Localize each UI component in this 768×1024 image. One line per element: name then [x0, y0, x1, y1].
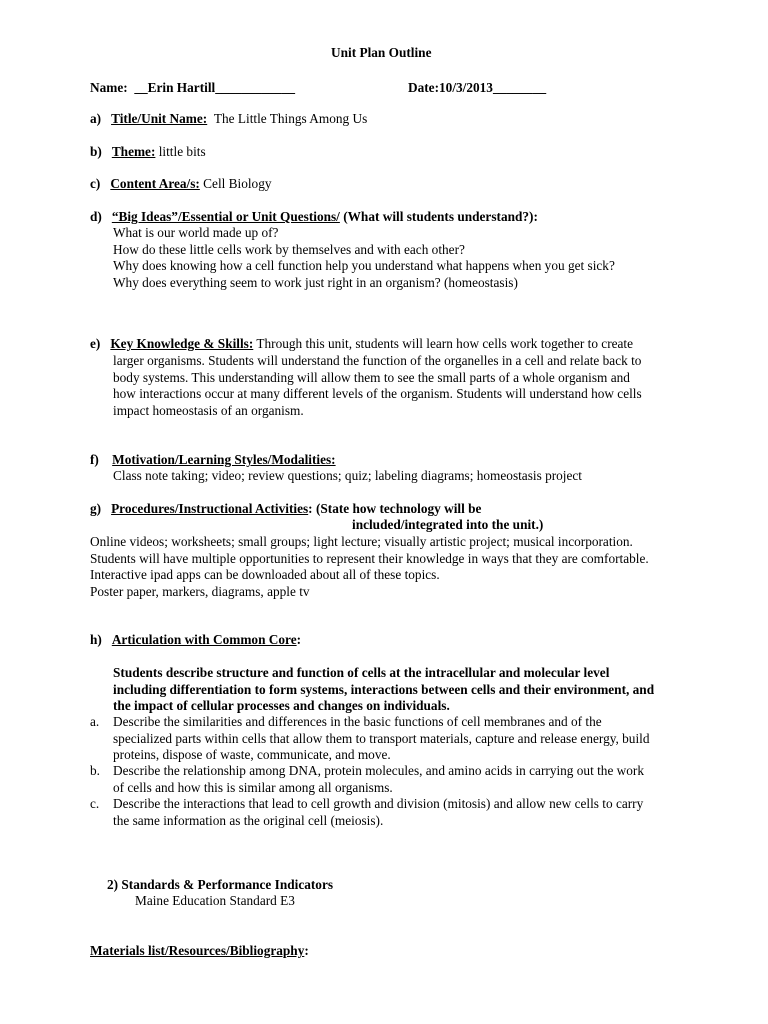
section-b-letter: b) [90, 144, 102, 159]
question-line: What is our world made up of? [113, 225, 279, 240]
section-h-heading-line [90, 632, 301, 649]
section-d-heading: “Big Ideas”/Essential or Unit Questions/ [111, 209, 340, 224]
section-b [90, 144, 206, 161]
body-line: larger organisms. Students will understand the function of the organelles in a cell and relate back to [113, 353, 642, 368]
list-item-c-marker: c. [90, 796, 100, 811]
section-e-heading: Key Knowledge & Skills: [110, 336, 254, 351]
section-c-text: Cell Biology [203, 176, 272, 191]
body-line: body systems. This understanding will allow them to see the small parts of a whole organism and [113, 369, 630, 385]
section-f-text: Class note taking; video; review questions; quiz; labeling diagrams; homeostasis project [113, 468, 582, 483]
list-item-line: of cells and how this is similar among all organisms. [113, 779, 393, 795]
section-a [90, 111, 367, 128]
question-line: How do these little cells work by themselves and with each other? [113, 241, 465, 257]
section-d-heading-suffix: (What will students understand?): [343, 209, 538, 224]
list-item-line: Describe the interactions that lead to cell growth and division (mitosis) and allow new cells to carry [113, 796, 644, 811]
list-item-a [113, 714, 650, 764]
section-h-heading: Articulation with Common Core [111, 632, 297, 647]
list-item-line: proteins, dispose of waste, communicate, and move. [113, 747, 391, 763]
section-e-first-text: Through this unit, students will learn how cells work together to create [256, 336, 634, 351]
list-item-b [113, 763, 644, 796]
section-h-colon: : [296, 632, 302, 647]
standard-line: the impact of cellular processes and changes on individuals. [113, 698, 450, 714]
standards-text: Maine Education Standard E3 [135, 893, 295, 908]
date-field [408, 80, 546, 97]
name-value: __Erin Hartill____________ [134, 80, 295, 95]
body-line: Online videos; worksheets; small groups; light lecture; visually artistic project; musical incorporation. [90, 534, 633, 549]
materials-heading: Materials list/Resources/Bibliography [90, 943, 305, 958]
date-label: Date: [408, 80, 440, 95]
page-title: Unit Plan Outline [331, 45, 432, 60]
list-item-line: specialized parts within cells that allow them to transport materials, capture and release energy, build [113, 730, 650, 746]
section-h-letter: h) [90, 632, 102, 647]
section-c-letter: c) [90, 176, 101, 191]
section-g-body [90, 534, 649, 600]
list-item-c [113, 796, 643, 829]
materials-colon: : [304, 943, 309, 958]
materials-heading-line [90, 943, 309, 960]
list-item-a-marker: a. [90, 714, 100, 729]
section-d-heading-line [90, 209, 538, 226]
section-f-heading-line [90, 452, 336, 469]
body-line: impact homeostasis of an organism. [113, 402, 304, 418]
section-a-text: The Little Things Among Us [213, 111, 368, 126]
list-item-line: Describe the relationship among DNA, protein molecules, and amino acids in carrying out the work [113, 763, 644, 778]
date-value: 10/3/2013________ [439, 80, 547, 95]
body-line: how interactions occur at many different levels of the organism. Students will understand how cells [113, 386, 642, 402]
list-item-line: the same information as the original cell (meiosis). [113, 812, 384, 828]
body-line: Students will have multiple opportunities to represent their knowledge in ways that they are comfortable. [90, 550, 649, 566]
question-line: Why does everything seem to work just right in an organism? (homeostasis) [113, 274, 518, 290]
body-line: Poster paper, markers, diagrams, apple tv [90, 583, 310, 599]
section-g-heading-line [90, 501, 481, 518]
section-h-standard [113, 665, 654, 715]
standard-line: including differentiation to form systems, interactions between cells and their environment, and [113, 681, 655, 697]
section-d-letter: d) [90, 209, 102, 224]
section-f-heading: Motivation/Learning Styles/Modalities: [112, 452, 336, 467]
list-item-line: Describe the similarities and differences in the basic functions of cell membranes and of the [113, 714, 602, 729]
section-g-letter: g) [90, 501, 102, 516]
section-a-letter: a) [90, 111, 102, 126]
section-d-questions [113, 225, 615, 291]
section-e-letter: e) [90, 336, 101, 351]
section-e-first-line [90, 336, 633, 353]
section-b-heading: Theme: [111, 144, 156, 159]
list-item-b-marker: b. [90, 763, 100, 778]
section-g-heading: Procedures/Instructional Activities [111, 501, 309, 516]
section-g-suffix-2: included/integrated into the unit.) [352, 517, 544, 532]
question-line: Why does knowing how a cell function help you understand what happens when you get sick? [113, 258, 615, 274]
section-a-heading: Title/Unit Name: [111, 111, 208, 126]
standard-line: Students describe structure and function of cells at the intracellular and molecular level [113, 665, 610, 680]
section-g-colon: : [308, 501, 313, 516]
standards-heading: 2) Standards & Performance Indicators [107, 877, 334, 892]
name-field [90, 80, 295, 97]
section-e-body [113, 353, 642, 419]
section-c-heading: Content Area/s: [110, 176, 200, 191]
section-f-letter: f) [90, 452, 99, 467]
body-line: Interactive ipad apps can be downloaded about all of these topics. [90, 567, 440, 583]
section-b-text: little bits [158, 144, 206, 159]
section-c [90, 176, 272, 193]
section-g-suffix-1: (State how technology will be [315, 501, 482, 516]
name-label: Name: [90, 80, 128, 95]
